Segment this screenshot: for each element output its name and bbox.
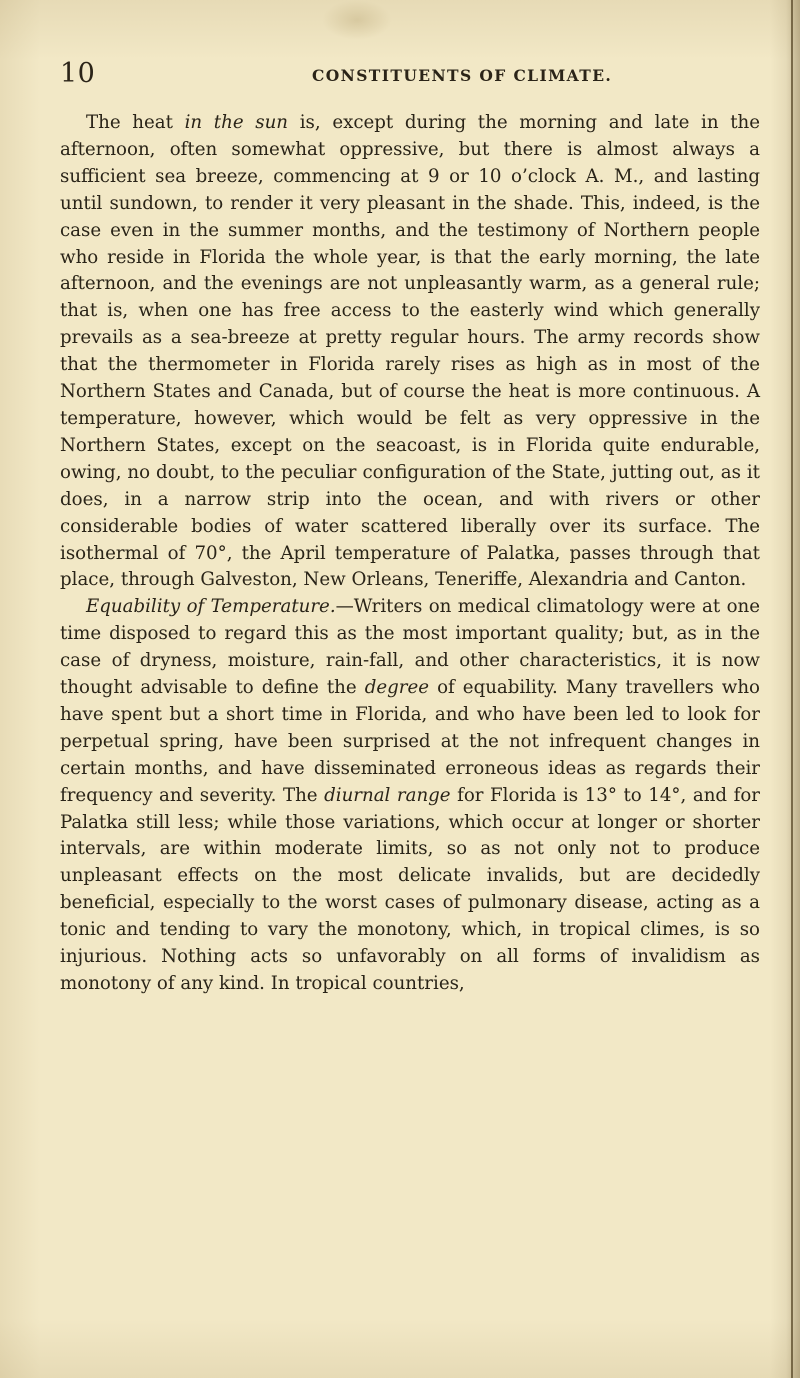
text-run: of equability. Many travellers who have spent but a short time in Florida, and who have been led to look for perpetual spring, have been surprised at the not infrequent changes in certain months, and have disseminated erroneous ideas as regards their frequency and severity. The (60, 677, 760, 806)
page-header (60, 58, 760, 98)
text-run: is, except during the morning and late in the afternoon, often somewhat oppressive, but there is almost always a sufficient sea breeze, commencing at 9 or 10 o’clock A. M., and lasting until sundown, to render it very pleasant in the shade. This, indeed, is the case even in the summer months, and the testimony of Northern people who reside in Florida the whole year, is that the early morning, the late afternoon, and the evenings are not unpleasantly warm, as a general rule; that is, when one has free access to the easterly wind which generally prevails as a sea-breeze at pretty regular hours. The army records show that the thermometer in Florida rarely rises as high as in most of the Northern States and Canada, but of course the heat is more continuous. A temperature, however, which would be felt as very oppressive in the Northern States, except on the seacoast, is in Florida quite endurable, owing, no doubt, to the peculiar configuration of the State, jutting out, as it does, in a narrow strip into the ocean, and with rivers or other considerable bodies of water scattered liberally over its surface. The isothermal of 70°, the April temperature of Palatka, passes through that place, through Galveston, New Orleans, Teneriffe, Alexandria and Canton. (60, 112, 760, 591)
section-heading-equability: Equability of Temperature. (86, 596, 336, 618)
text-run: for Florida is 13° to 14°, and for Palatka still less; while those variations, which occur at longer or shorter intervals, are within moderate limits, so as not only not to produce unpleasant effects on the most delicate invalids, but are decidedly beneficial, especially to the worst cases of pulmonary disease, acting as a tonic and tending to vary the monotony, which, in tropical climes, is so injurious. Nothing acts so unfavorably on all forms of invalidism as monotony of any kind. In tropical countries, (60, 784, 760, 994)
running-title: CONSTITUENTS OF CLIMATE. (312, 66, 613, 85)
paper-stain (322, 0, 392, 40)
emphasis-degree: degree (364, 677, 429, 699)
text-run: —Writers on medical climatology were at one time disposed to regard this as the most important quality; but, as in the case of dryness, moisture, rain-fall, and other characteristics, it is now thought advisable to define the (60, 596, 761, 699)
emphasis-in-the-sun: in the sun (184, 112, 289, 133)
paragraph-heat (60, 110, 760, 594)
text-run: The heat (86, 112, 185, 133)
page-number: 10 (60, 58, 96, 89)
page-edge (791, 0, 793, 1378)
body-text (60, 110, 760, 998)
paragraph-equability (60, 594, 760, 998)
emphasis-diurnal-range: diurnal range (324, 784, 451, 806)
